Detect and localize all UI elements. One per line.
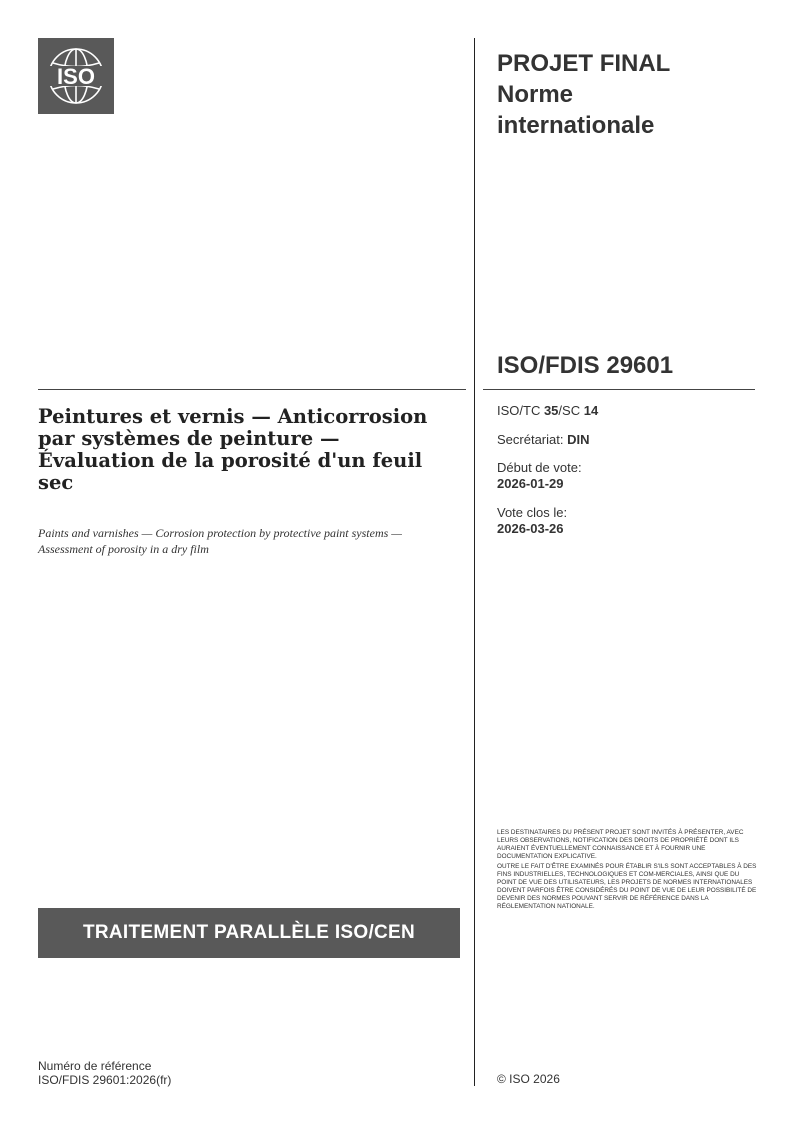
- iso-logo: [38, 38, 114, 114]
- document-number: ISO/FDIS 29601: [497, 352, 674, 379]
- copyright: © ISO 2026: [497, 1072, 560, 1086]
- main-title-french: Peintures et vernis — Anticorrosion par systèmes de peinture — Évaluation de la porosité d'un feuil sec: [38, 405, 428, 495]
- notice-paragraph-1: LES DESTINATAIRES DU PRÉSENT PROJET SONT INVITÉS À PRÉSENTER, AVEC LEURS OBSERVATIONS, NOTIFICATION DES DROITS DE PROPRIÉTÉ DONT ILS AURAIENT ÉVENTUELLEMENT CONNAISSANCE ET À FOURNIR UNE DOCUMENTATION EXPLICATIVE.: [497, 829, 744, 860]
- reference-value: ISO/FDIS 29601:2026(fr): [38, 1073, 172, 1088]
- tc-number: 35: [543, 403, 559, 418]
- voting-end: [497, 505, 757, 538]
- stage-line-2: Norme: [497, 81, 574, 109]
- left-horizontal-rule: [38, 389, 466, 390]
- secretariat: [497, 432, 757, 448]
- voting-end-label: Vote clos le:: [497, 505, 568, 520]
- secretariat-value: DIN: [567, 432, 590, 447]
- voting-start-label: Début de vote:: [497, 460, 582, 475]
- document-stage: [497, 48, 757, 142]
- globe-icon: [38, 38, 114, 114]
- vertical-divider: [474, 38, 475, 1086]
- voting-start-date: 2026-01-29: [497, 476, 564, 492]
- stage-line-1: PROJET FINAL: [497, 50, 671, 77]
- reference-label: Numéro de référence: [38, 1059, 152, 1073]
- notice-paragraph-2: OUTRE LE FAIT D'ÊTRE EXAMINÉS POUR ÉTABLIR S'ILS SONT ACCEPTABLES À DES FINS INDUSTRIELLES, TECHNOLOGIQUES ET COM-MERCIALES, AINSI QUE DU POINT DE VUE DES UTILISATEURS, LES PROJETS DE NORMES INTERNATIONALES DOIVENT PARFOIS ÊTRE CONSIDÉRÉS DU POINT DE VUE DE LEUR POSSIBILITÉ DE DEVENIR DES NORMES POUVANT SERVIR DE RÉFÉRENCE DANS LA RÉGLEMENTATION NATIONALE.: [497, 863, 757, 910]
- sc-number: 14: [583, 403, 599, 418]
- right-horizontal-rule: [483, 389, 755, 390]
- committee-prefix: ISO/TC: [497, 403, 544, 418]
- sc-prefix: /SC: [558, 403, 584, 418]
- voting-end-date: 2026-03-26: [497, 521, 564, 537]
- logo-text: ISO: [57, 64, 95, 89]
- secretariat-label: Secrétariat:: [497, 432, 568, 447]
- stage-line-3: internationale: [497, 112, 655, 140]
- main-title-english: Paints and varnishes — Corrosion protection by protective paint systems — Assessment of porosity in a dry film: [38, 526, 402, 556]
- recipients-notice: [497, 829, 759, 913]
- voting-start: [497, 460, 757, 493]
- parallel-processing-banner: TRAITEMENT PARALLÈLE ISO/CEN: [38, 908, 460, 958]
- reference-number: [38, 1059, 171, 1088]
- committee-reference: [497, 403, 757, 419]
